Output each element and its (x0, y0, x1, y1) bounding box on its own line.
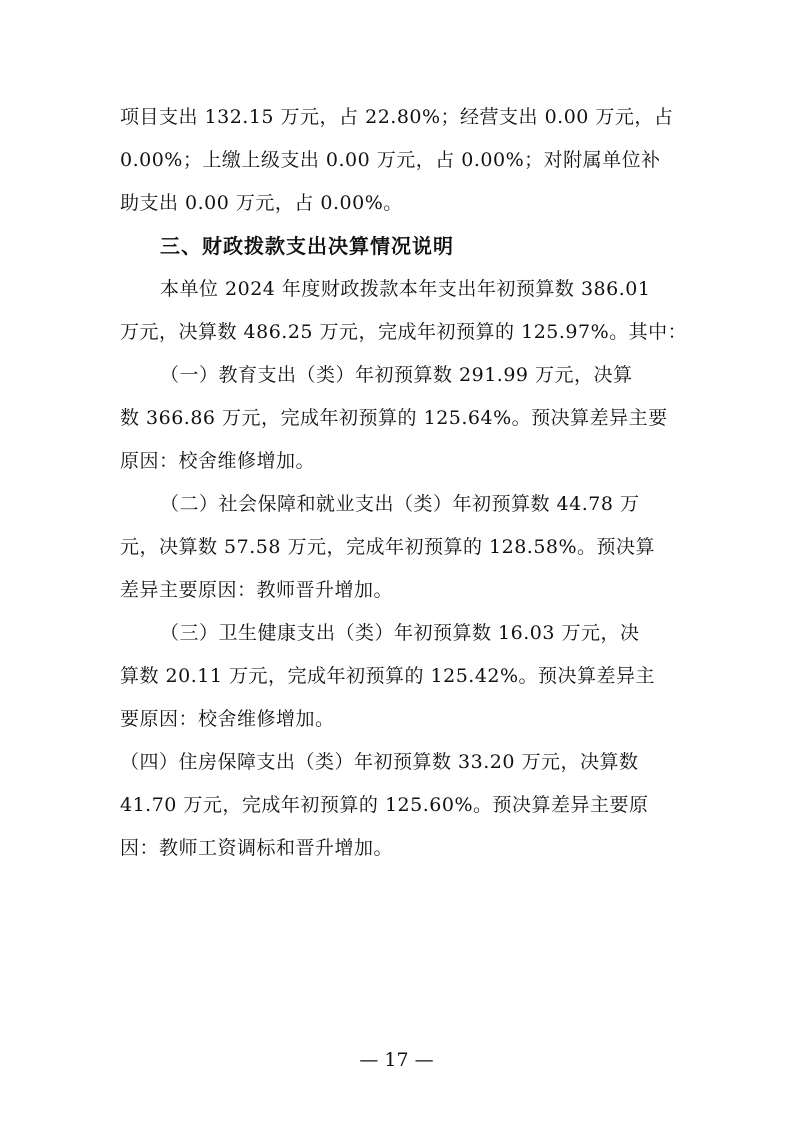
paragraph-line: 因：教师工资调标和晋升增加。 (120, 837, 394, 859)
paragraph-line: 本单位 2024 年度财政拨款本年支出年初预算数 386.01 (160, 278, 651, 300)
section-heading: 三、财政拨款支出决算情况说明 (160, 234, 454, 258)
paragraph-line: 原因：校舍维修增加。 (120, 450, 316, 472)
paragraph-line: 算数 20.11 万元，完成年初预算的 125.42%。预决算差异主 (120, 665, 656, 687)
paragraph-line: （一）教育支出（类）年初预算数 291.99 万元，决算 (160, 364, 633, 386)
paragraph-line: 0.00%；上缴上级支出 0.00 万元，占 0.00%；对附属单位补 (120, 149, 661, 171)
page-number: — 17 — (359, 1049, 434, 1071)
paragraph-line: 41.70 万元，完成年初预算的 125.60%。预决算差异主要原 (120, 794, 649, 816)
paragraph-line: 助支出 0.00 万元，占 0.00%。 (120, 192, 403, 214)
paragraph-line: （四）住房保障支出（类）年初预算数 33.20 万元，决算数 (120, 751, 639, 773)
paragraph-line: 数 366.86 万元，完成年初预算的 125.64%。预决算差异主要 (120, 407, 668, 429)
paragraph-line: 差异主要原因：教师晋升增加。 (120, 579, 394, 601)
paragraph-line: 要原因：校舍维修增加。 (120, 708, 335, 730)
paragraph-line: 万元，决算数 486.25 万元，完成年初预算的 125.97%。其中： (120, 321, 688, 343)
paragraph-line: 元，决算数 57.58 万元，完成年初预算的 128.58%。预决算 (120, 536, 656, 558)
paragraph-line: （二）社会保障和就业支出（类）年初预算数 44.78 万 (160, 493, 640, 515)
paragraph-line: （三）卫生健康支出（类）年初预算数 16.03 万元，决 (160, 622, 640, 644)
paragraph-line: 项目支出 132.15 万元，占 22.80%；经营支出 0.00 万元，占 (120, 106, 674, 128)
